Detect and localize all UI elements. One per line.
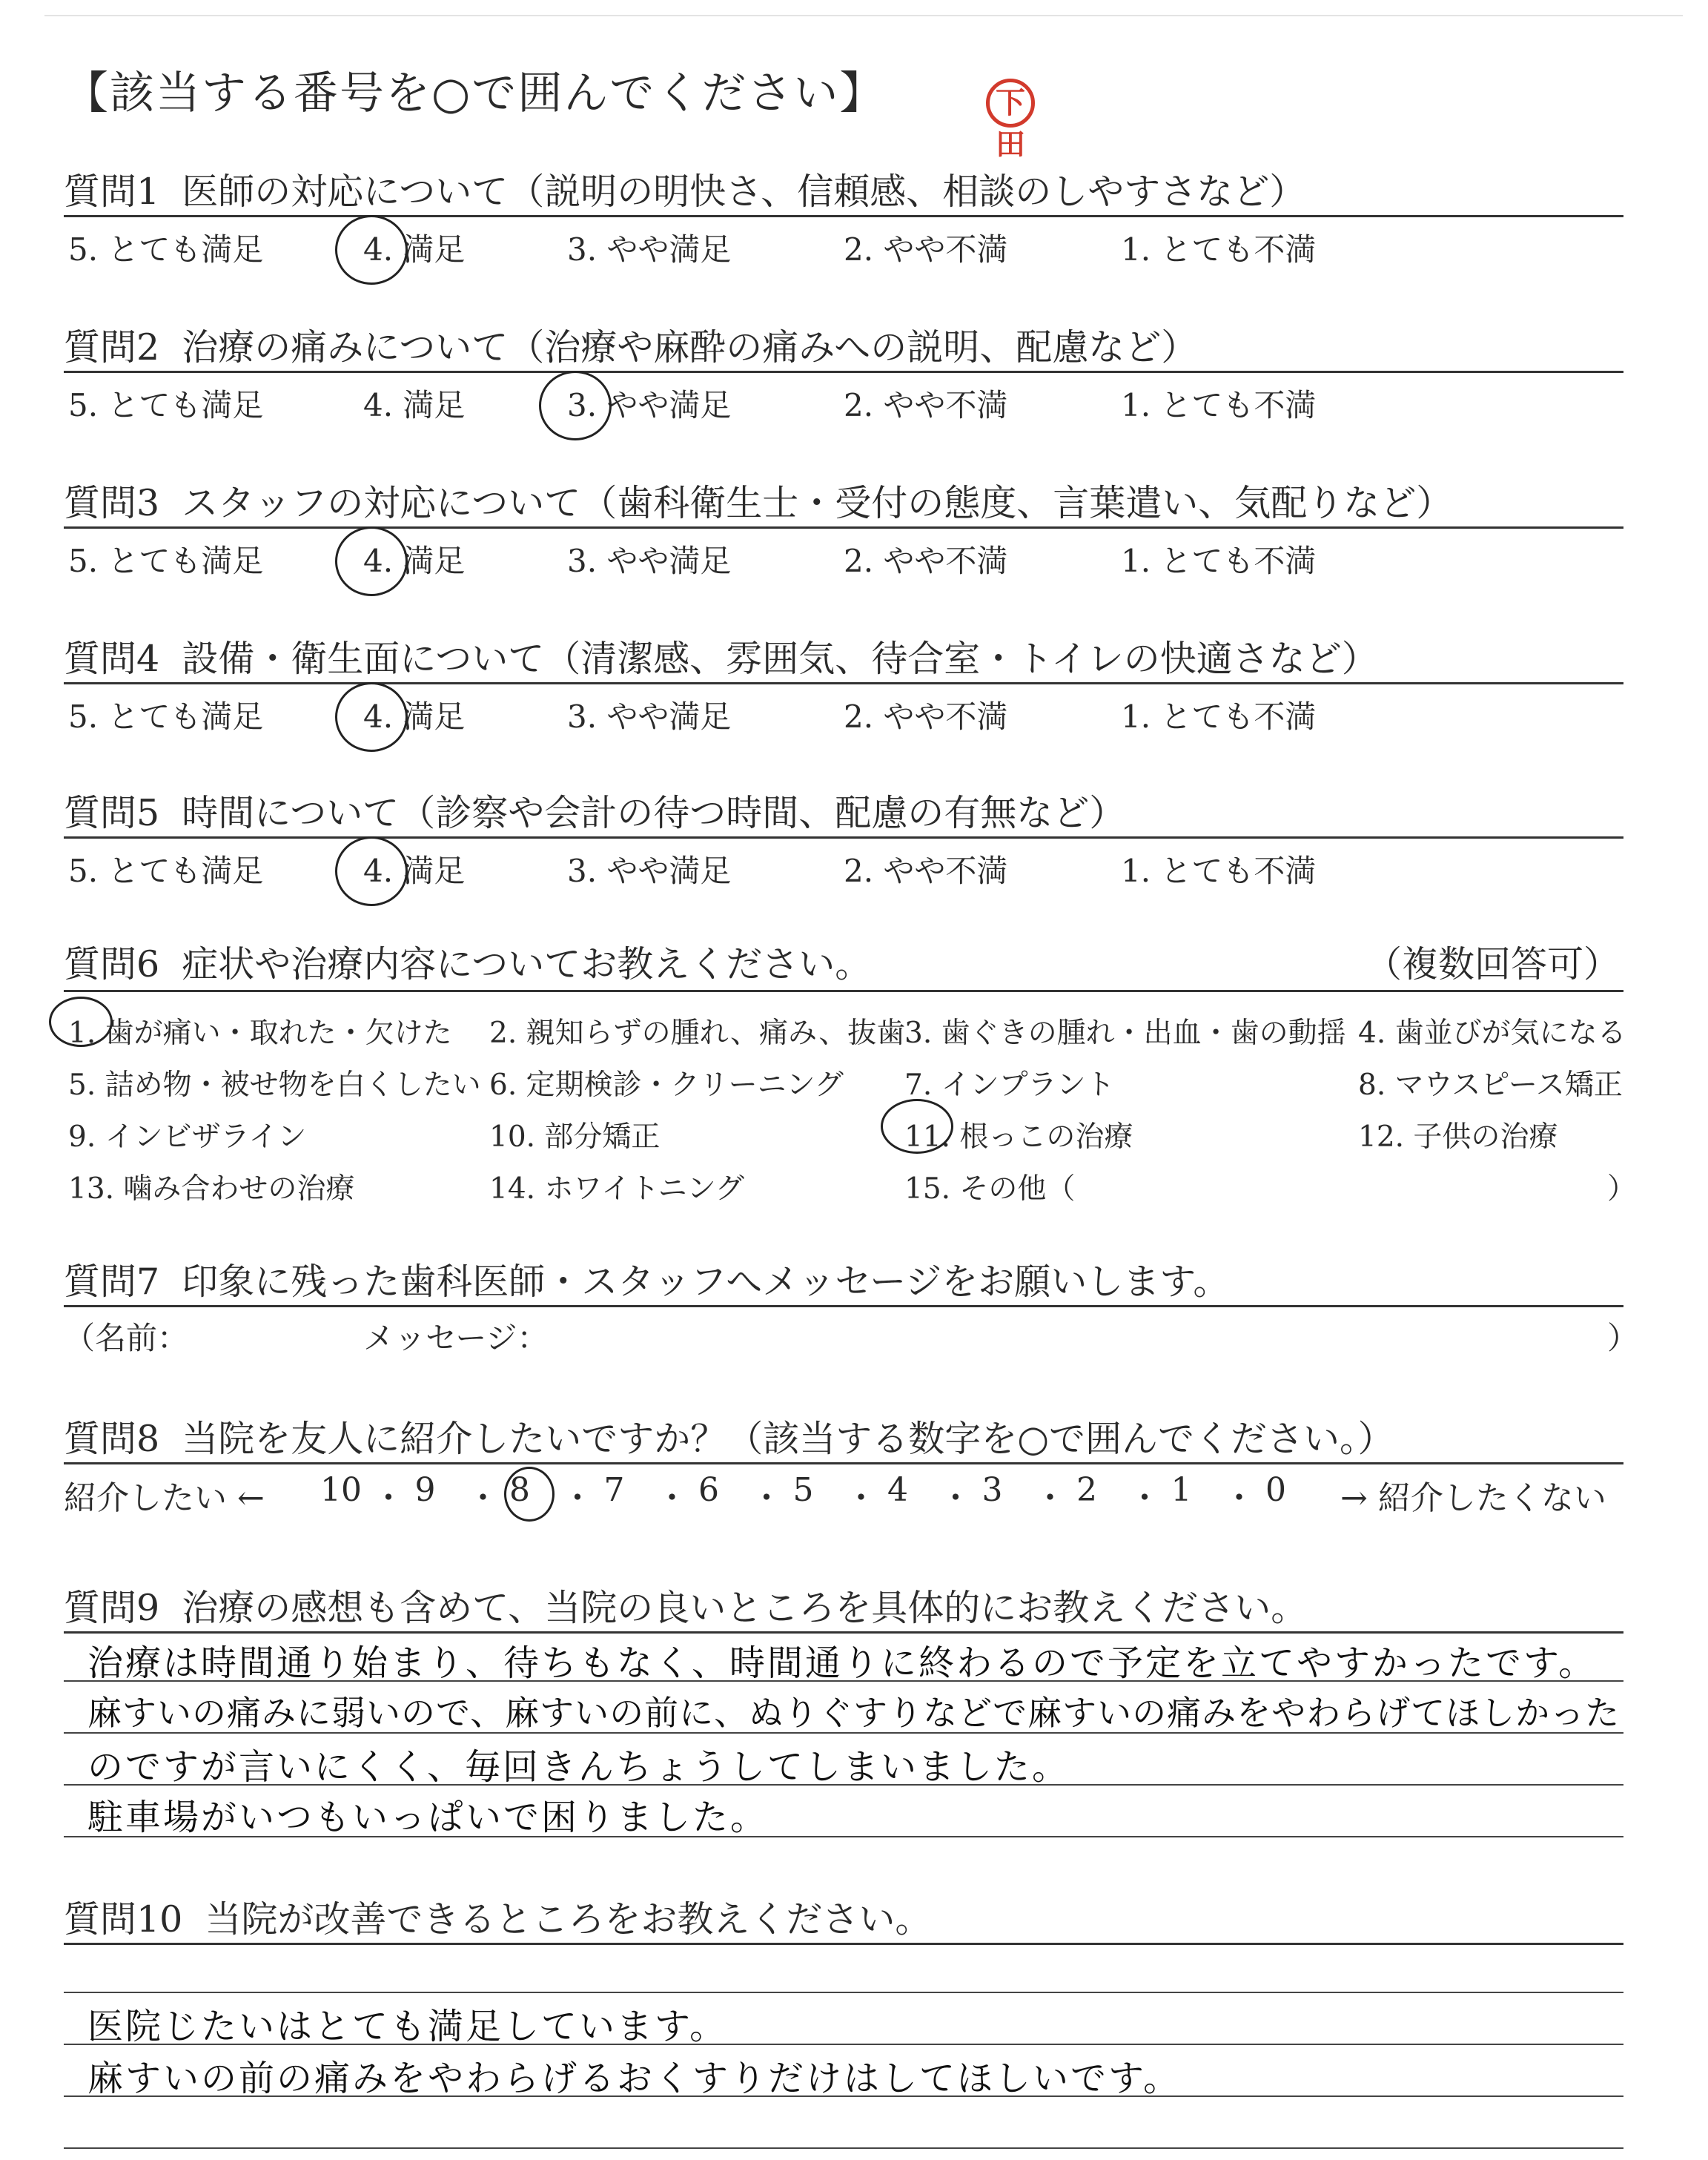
treatment-option[interactable]: 5. 詰め物・被せ物を白くしたい	[68, 1069, 481, 1102]
question-text: 治療の感想も含めて、当院の良いところを具体的にお教えください。	[182, 1587, 1308, 1629]
question-text: 時間について（診察や会計の待つ時間、配慮の有無など）	[182, 792, 1126, 834]
scale-separator: ・	[1033, 1479, 1067, 1517]
rating-option[interactable]: 4. 満足	[363, 231, 466, 268]
rating-option[interactable]: 4. 満足	[363, 543, 466, 579]
handwritten-answer-line: 麻すいの前の痛みをやわらげるおくすりだけはしてほしいです。	[87, 2058, 1182, 2099]
question-text: 症状や治療内容についてお教えください。	[182, 943, 872, 985]
question-text: 治療の痛みについて（治療や麻酔の痛みへの説明、配慮など）	[182, 326, 1198, 369]
recommend-score[interactable]: 7	[603, 1471, 625, 1509]
recommend-score[interactable]: 1	[1171, 1471, 1192, 1509]
name-label: （名前：	[64, 1320, 189, 1356]
question-9-rule	[64, 1631, 1623, 1634]
question-10-rule	[64, 1943, 1623, 1945]
rating-option[interactable]: 5. とても満足	[68, 231, 264, 268]
multiple-answer-note: （複数回答可）	[1366, 943, 1621, 985]
treatment-option[interactable]: 12. 子供の治療	[1358, 1120, 1558, 1154]
question-rule	[64, 215, 1623, 217]
treatment-option[interactable]: 10. 部分矯正	[489, 1120, 661, 1154]
handwritten-answer-line: 駐車場がいつもいっぱいで困りました。	[87, 1797, 769, 1838]
close-paren: ）	[1607, 1320, 1639, 1356]
scale-separator: ・	[1128, 1479, 1161, 1517]
rating-option[interactable]: 1. とても不満	[1121, 698, 1317, 735]
scale-separator: ・	[750, 1479, 783, 1517]
question-7	[64, 1253, 1229, 1305]
rating-option[interactable]: 3. やや満足	[567, 387, 732, 423]
handwritten-answer-line: 麻すいの痛みに弱いので、麻すいの前に、ぬりぐすりなどで麻すいの痛みをやわらげてほしかった	[87, 1693, 1621, 1733]
question-4	[64, 630, 1378, 682]
rating-option[interactable]: 4. 満足	[363, 853, 466, 889]
rating-option[interactable]: 4. 満足	[363, 387, 466, 423]
question-1	[64, 163, 1305, 215]
question-rule	[64, 371, 1623, 373]
answer-circle-q8	[504, 1467, 555, 1522]
recommend-score[interactable]: 8	[509, 1471, 530, 1509]
page-top-line	[44, 15, 1683, 16]
answer-circle	[335, 836, 408, 906]
question-rule	[64, 526, 1623, 529]
recommend-score[interactable]: 3	[982, 1471, 1003, 1509]
recommend-right-label: → 紹介したくない	[1340, 1479, 1606, 1517]
rating-option[interactable]: 5. とても満足	[68, 387, 264, 423]
rating-option[interactable]: 3. やや満足	[567, 543, 732, 579]
treatment-option[interactable]: 3. 歯ぐきの腫れ・出血・歯の動揺	[904, 1017, 1346, 1050]
question-text: 医師の対応について（説明の明快さ、信頼感、相談のしやすさなど）	[182, 171, 1306, 213]
scale-separator: ・	[844, 1479, 878, 1517]
answer-line	[64, 2147, 1623, 2149]
answer-circle-q6-11	[881, 1099, 953, 1154]
treatment-option[interactable]: 14. ホワイトニング	[489, 1172, 744, 1206]
scale-separator: ・	[466, 1479, 500, 1517]
question-6-rule	[64, 990, 1623, 992]
recommend-left-label: 紹介したい ←	[64, 1479, 265, 1517]
question-8-rule	[64, 1462, 1623, 1464]
question-text: 印象に残った歯科医師・スタッフへメッセージをお願いします。	[182, 1261, 1230, 1303]
treatment-option[interactable]: 15. その他（	[904, 1172, 1076, 1206]
question-6	[64, 936, 871, 988]
question-7-rule	[64, 1305, 1623, 1307]
question-number: 質問9	[64, 1587, 160, 1629]
question-5	[64, 785, 1125, 836]
rating-option[interactable]: 2. やや不満	[844, 543, 1008, 579]
treatment-option[interactable]: 8. マウスピース矯正	[1358, 1069, 1623, 1102]
handwritten-answer-line: のですが言いにくく、毎回きんちょうしてしまいました。	[87, 1746, 1070, 1788]
answer-circle-q6-1	[49, 997, 113, 1047]
rating-option[interactable]: 4. 満足	[363, 698, 466, 735]
recommend-score[interactable]: 4	[887, 1471, 908, 1509]
answer-circle	[335, 682, 408, 752]
question-text: 当院が改善できるところをお教えください。	[205, 1898, 932, 1941]
page-title: 【該当する番号を○で囲んでください】	[64, 67, 886, 119]
question-number: 質問1	[64, 171, 160, 213]
answer-line	[64, 1992, 1623, 1993]
scale-separator: ・	[1222, 1479, 1256, 1517]
question-3	[64, 475, 1452, 526]
question-text: 設備・衛生面について（清潔感、雰囲気、待合室・トイレの快適さなど）	[182, 638, 1378, 680]
rating-option[interactable]: 1. とても不満	[1121, 853, 1317, 889]
rating-option[interactable]: 3. やや満足	[567, 698, 732, 735]
recommend-score[interactable]: 9	[414, 1471, 436, 1509]
question-number: 質問5	[64, 792, 160, 834]
rating-option[interactable]: 2. やや不満	[844, 231, 1008, 268]
rating-option[interactable]: 2. やや不満	[844, 853, 1008, 889]
handwritten-answer-line: 治療は時間通り始まり、待ちもなく、時間通りに終わるので予定を立てやすかったです。	[87, 1642, 1597, 1684]
scale-separator: ・	[655, 1479, 689, 1517]
rating-option[interactable]: 5. とても満足	[68, 543, 264, 579]
message-label: メッセージ：	[363, 1320, 549, 1356]
rating-option[interactable]: 5. とても満足	[68, 853, 264, 889]
handwritten-answer-line: 医院じたいはとても満足しています。	[87, 2006, 728, 2047]
answer-circle	[539, 371, 612, 440]
question-number: 質問6	[64, 943, 160, 985]
treatment-option[interactable]: 9. インビザライン	[68, 1120, 307, 1154]
question-rule	[64, 682, 1623, 684]
question-9	[64, 1579, 1307, 1631]
treatment-option[interactable]: 2. 親知らずの腫れ、痛み、抜歯	[489, 1017, 906, 1050]
close-paren: ）	[1607, 1172, 1637, 1206]
rating-option[interactable]: 1. とても不満	[1121, 231, 1317, 268]
question-number: 質問8	[64, 1418, 160, 1460]
rating-option[interactable]: 5. とても満足	[68, 698, 264, 735]
rating-option[interactable]: 1. とても不満	[1121, 543, 1317, 579]
question-2	[64, 319, 1197, 371]
treatment-option[interactable]: 13. 噛み合わせの治療	[68, 1172, 355, 1206]
name-stamp: 下田	[986, 79, 1035, 128]
rating-option[interactable]: 2. やや不満	[844, 698, 1008, 735]
treatment-option[interactable]: 4. 歯並びが気になる	[1358, 1017, 1626, 1050]
scale-separator: ・	[372, 1479, 405, 1517]
question-10	[64, 1891, 931, 1943]
question-text: 当院を友人に紹介したいですか？（該当する数字を○で囲んでください。）	[182, 1418, 1394, 1460]
treatment-option[interactable]: 6. 定期検診・クリーニング	[489, 1069, 844, 1102]
recommend-score[interactable]: 2	[1076, 1471, 1097, 1509]
question-number: 質問2	[64, 326, 160, 369]
question-8	[64, 1410, 1394, 1462]
answer-circle	[335, 526, 408, 596]
recommend-score[interactable]: 5	[792, 1471, 814, 1509]
answer-circle	[335, 215, 408, 285]
scale-separator: ・	[561, 1479, 594, 1517]
question-number: 質問7	[64, 1261, 160, 1303]
question-number: 質問4	[64, 638, 160, 680]
rating-option[interactable]: 1. とても不満	[1121, 387, 1317, 423]
question-rule	[64, 836, 1623, 839]
treatment-option[interactable]: 11. 根っこの治療	[904, 1120, 1133, 1154]
rating-option[interactable]: 3. やや満足	[567, 231, 732, 268]
scale-separator: ・	[939, 1479, 972, 1517]
treatment-option[interactable]: 7. インプラント	[904, 1069, 1115, 1102]
question-number: 質問10	[64, 1898, 183, 1941]
rating-option[interactable]: 2. やや不満	[844, 387, 1008, 423]
rating-option[interactable]: 3. やや満足	[567, 853, 732, 889]
treatment-option[interactable]: 1. 歯が痛い・取れた・欠けた	[68, 1017, 452, 1050]
recommend-score[interactable]: 0	[1265, 1471, 1286, 1509]
recommend-score[interactable]: 10	[320, 1471, 362, 1509]
recommend-score[interactable]: 6	[698, 1471, 719, 1509]
question-text: スタッフの対応について（歯科衛生士・受付の態度、言葉遣い、気配りなど）	[182, 482, 1453, 524]
question-number: 質問3	[64, 482, 160, 524]
